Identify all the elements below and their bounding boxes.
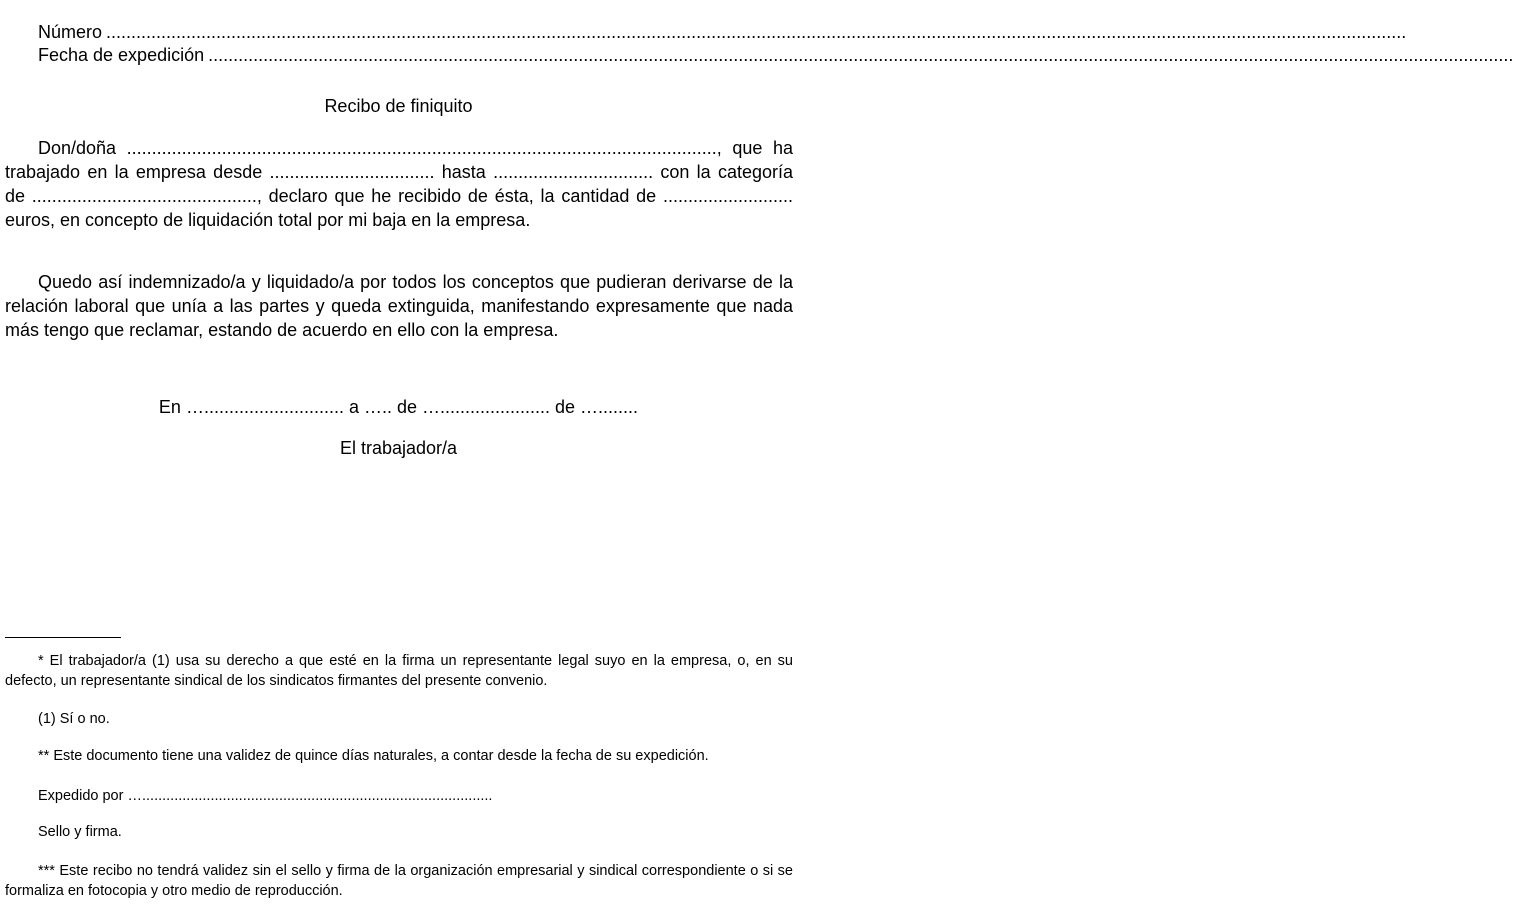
footnote-seal-requirement: *** Este recibo no tendrá validez sin el sello y firma de la organización empresarial y sindical correspondiente o si se formaliza en fotocopia y otro medio de reproducción. — [5, 863, 793, 899]
place-date-line: En …............................ a ….. de …...................... de …........ — [158, 397, 639, 417]
fecha-expedicion-label: Fecha de expedición — [38, 45, 205, 65]
signature-label: El trabajador/a — [339, 438, 458, 458]
numero-label: Número — [38, 22, 103, 42]
paragraph-receipt: Don/doña ......................................................................................................................, que ha trabajado en la empresa desde ................................. hasta ................................ con la categoría de ............................................., declaro que he recibido de ésta, la cantidad de .......................... euros, en concepto de liquidación total por mi baja en la empresa. — [5, 138, 793, 230]
footnote-separator — [5, 637, 121, 638]
numero-line — [38, 20, 1407, 44]
paragraph-settlement: Quedo así indemnizado/a y liquidado/a por todos los conceptos que pudieran derivarse de la relación laboral que unía a las partes y queda extinguida, manifestando expresamente que nada más tengo que reclamar, estando de acuerdo en ello con la empresa. — [5, 272, 793, 340]
fecha-expedicion-dots: ..................................................................................................................................................................................................................................................................... — [208, 45, 1513, 65]
fecha-expedicion-line — [38, 43, 1513, 67]
footnote-option: (1) Sí o no. — [38, 711, 110, 727]
document-title: Recibo de finiquito — [324, 96, 473, 116]
footnote-validity: ** Este documento tiene una validez de quince días naturales, a contar desde la fecha de su expedición. — [38, 748, 709, 764]
expedido-por-line: Expedido por …....................................................................................... — [38, 788, 493, 804]
sello-firma-label: Sello y firma. — [38, 824, 122, 840]
numero-dots: .................................................................................................................................................................................................................................................................... — [106, 22, 1407, 42]
footnote-representative: * El trabajador/a (1) usa su derecho a que esté en la firma un representante legal suyo en la empresa, o, en su defecto, un representante sindical de los sindicatos firmantes del presente convenio. — [5, 653, 793, 689]
